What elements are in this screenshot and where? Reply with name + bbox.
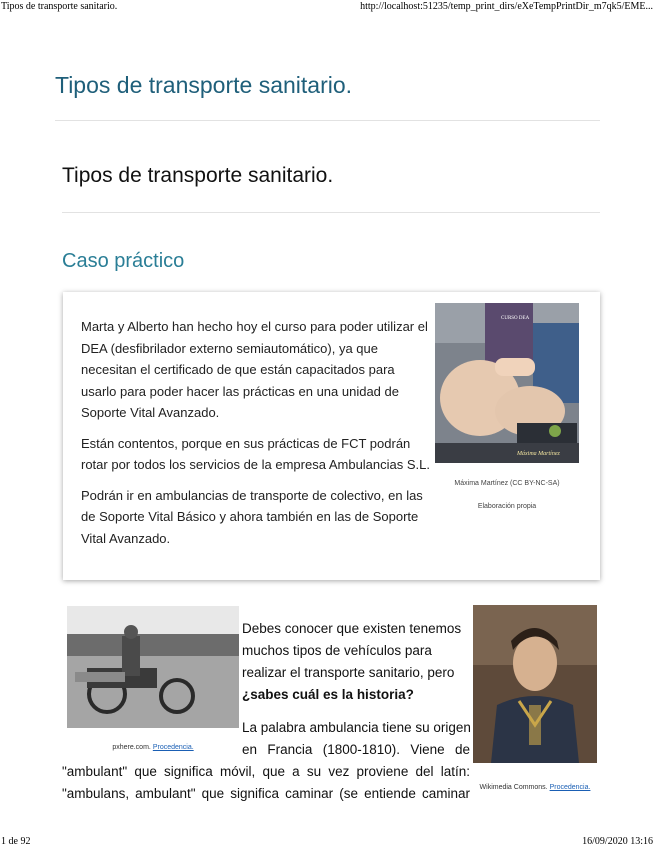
- cpr-photo-credit: Elaboración propia: [477, 503, 537, 510]
- historic-photo-source-link[interactable]: Procedencia.: [152, 744, 194, 751]
- section-title: Tipos de transporte sanitario.: [62, 164, 334, 187]
- history-intro-text: Debes conocer que existen tenemos muchos tipos de vehículos para realizar el transporte sanitario, pero: [242, 621, 462, 680]
- history-line-2: en Francia (1800-1810). Viene de: [242, 742, 470, 757]
- historic-ambulance-photo: [67, 606, 239, 728]
- page-title: Tipos de transporte sanitario.: [55, 72, 353, 98]
- photo-overlay-top: CURSO DEA: [501, 316, 530, 321]
- historic-portrait-illustration: [473, 605, 597, 763]
- history-intro: [242, 618, 470, 706]
- historic-portrait: [473, 605, 597, 763]
- print-header: [0, 1, 655, 13]
- history-line-4: "ambulans, ambulant" que significa caminar (se entiende caminar: [62, 786, 470, 801]
- historic-photo-source: pxhere.com.: [112, 744, 151, 751]
- history-line-1: La palabra ambulancia tiene su origen: [242, 720, 471, 735]
- history-line-3: "ambulant" que significa móvil, que a su vez proviene del latín:: [62, 764, 470, 779]
- print-footer-datetime: 16/09/2020 13:16: [582, 836, 653, 847]
- print-footer-page: 1 de 92: [1, 836, 31, 847]
- historic-photo-caption: [67, 744, 239, 751]
- portrait-caption: [470, 784, 600, 791]
- cpr-photo-caption: Máxima Martínez (CC BY-NC-SA): [454, 480, 560, 487]
- section-divider: [62, 212, 600, 213]
- title-divider: [55, 120, 600, 121]
- historic-ambulance-illustration: [67, 606, 239, 728]
- case-study-box: [63, 292, 600, 580]
- case-paragraph-3: Podrán ir en ambulancias de transporte de colectivo, en las de Soporte Vital Básico y ahora también en las de Soporte Vital Avanzado.: [81, 487, 423, 546]
- cpr-training-photo: [435, 303, 579, 463]
- case-paragraph-1: Marta y Alberto han hecho hoy el curso para poder utilizar el DEA (desfibrilador externo semiautomático), ya que necesitan el certificado de que están capacitados para usarlo para poder hacer las prácticas en una unidad de Soporte Vital Avanzado.: [81, 319, 428, 420]
- portrait-source: Wikimedia Commons.: [479, 784, 548, 791]
- portrait-source-link[interactable]: Procedencia.: [549, 784, 591, 791]
- print-footer: [0, 836, 655, 848]
- cpr-training-illustration: [435, 303, 579, 463]
- photo-overlay-bottom: Máxima Martínez: [517, 451, 560, 457]
- case-study-heading: Caso práctico: [62, 250, 185, 272]
- print-header-title: Tipos de transporte sanitario.: [1, 1, 118, 12]
- case-paragraph-2: Están contentos, porque en sus prácticas de FCT podrán rotar por todos los servicios de la empresa Ambulancias S.L.: [81, 435, 431, 472]
- history-intro-question: ¿sabes cuál es la historia?: [242, 687, 414, 702]
- print-header-url: http://localhost:51235/temp_print_dirs/eXeTempPrintDir_m7qk5/EME...: [360, 1, 653, 12]
- case-study-text: [81, 316, 433, 558]
